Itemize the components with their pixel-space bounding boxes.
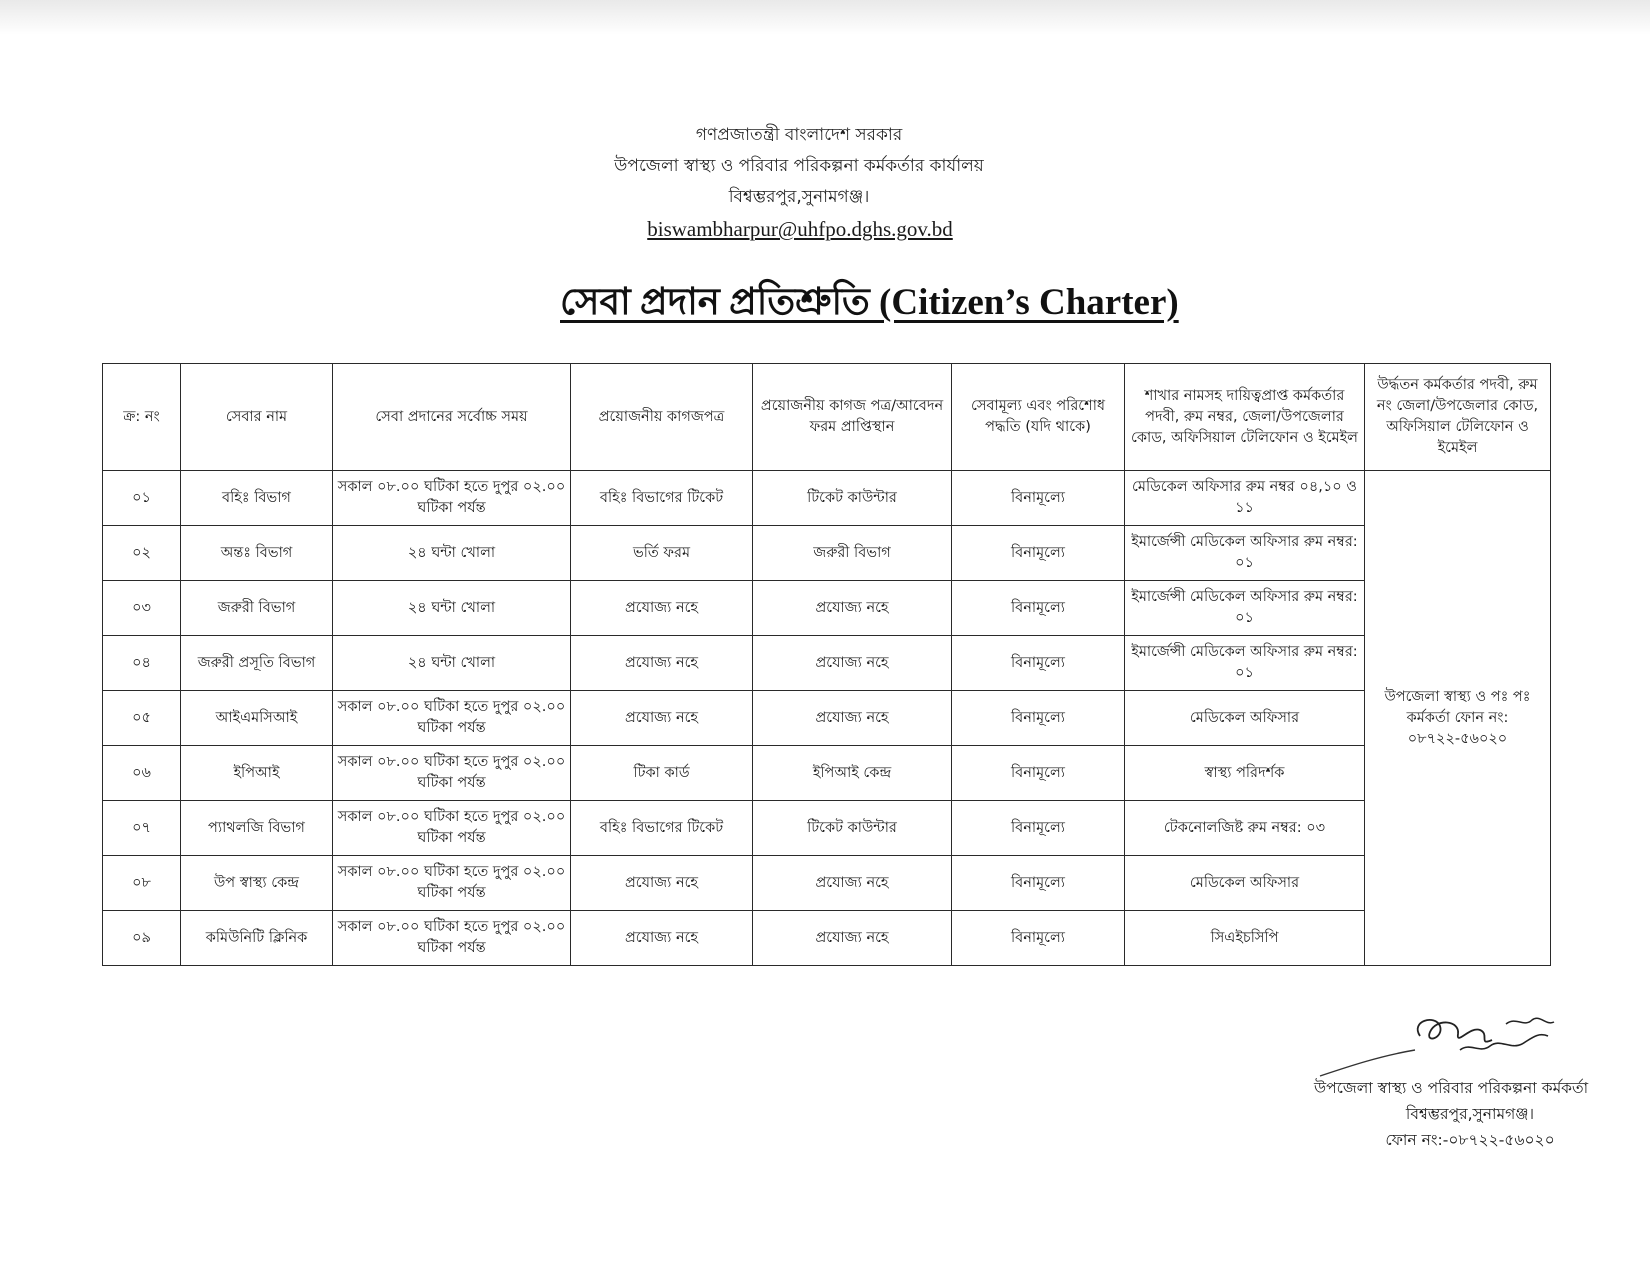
- header-max-time: সেবা প্রদানের সর্বোচ্চ সময়: [333, 364, 571, 471]
- cell-service-fee: বিনামূল্যে: [952, 581, 1125, 636]
- signatory-location: বিশ্বম্ভরপুর,সুনামগঞ্জ।: [1405, 1105, 1535, 1123]
- cell-service-fee: বিনামূল্যে: [952, 471, 1125, 526]
- cell-responsible-officer: স্বাস্থ্য পরিদর্শক: [1125, 746, 1365, 801]
- cell-document-source: প্রযোজ্য নহে: [753, 911, 952, 966]
- cell-document-source: প্রযোজ্য নহে: [753, 581, 952, 636]
- cell-document-source: টিকেট কাউন্টার: [753, 801, 952, 856]
- header-service-name: সেবার নাম: [181, 364, 333, 471]
- cell-max-time: সকাল ০৮.০০ ঘটিকা হতে দুপুর ০২.০০ ঘটিকা পর্যন্ত: [333, 691, 571, 746]
- cell-required-documents: প্রযোজ্য নহে: [571, 691, 753, 746]
- table-row: [103, 691, 1551, 746]
- cell-service-fee: বিনামূল্যে: [952, 801, 1125, 856]
- cell-responsible-officer: মেডিকেল অফিসার রুম নম্বর ০৪,১০ ও ১১: [1125, 471, 1365, 526]
- office-location: বিশ্বম্ভরপুর,সুনামগঞ্জ।: [728, 187, 870, 207]
- cell-responsible-officer: ইমার্জেন্সী মেডিকেল অফিসার রুম নম্বর: ০১: [1125, 526, 1365, 581]
- cell-required-documents: বহিঃ বিভাগের টিকেট: [571, 801, 753, 856]
- cell-required-documents: প্রযোজ্য নহে: [571, 581, 753, 636]
- table-header-row: [103, 364, 1551, 471]
- citizen-charter-table: [102, 363, 1551, 966]
- cell-service-name: আইএমসিআই: [181, 691, 333, 746]
- cell-max-time: সকাল ০৮.০০ ঘটিকা হতে দুপুর ০২.০০ ঘটিকা পর্যন্ত: [333, 746, 571, 801]
- cell-required-documents: প্রযোজ্য নহে: [571, 856, 753, 911]
- cell-document-source: প্রযোজ্য নহে: [753, 636, 952, 691]
- cell-max-time: ২৪ ঘন্টা খোলা: [333, 526, 571, 581]
- cell-max-time: সকাল ০৮.০০ ঘটিকা হতে দুপুর ০২.০০ ঘটিকা পর্যন্ত: [333, 471, 571, 526]
- cell-required-documents: প্রযোজ্য নহে: [571, 911, 753, 966]
- cell-document-source: ইপিআই কেন্দ্র: [753, 746, 952, 801]
- cell-service-fee: বিনামূল্যে: [952, 911, 1125, 966]
- cell-service-fee: বিনামূল্যে: [952, 526, 1125, 581]
- cell-max-time: সকাল ০৮.০০ ঘটিকা হতে দুপুর ০২.০০ ঘটিকা পর্যন্ত: [333, 856, 571, 911]
- scan-edge: [0, 0, 1650, 35]
- cell-serial: ০১: [103, 471, 181, 526]
- table-row: [103, 911, 1551, 966]
- header-superior-officer: উর্দ্ধতন কর্মকর্তার পদবী, রুম নং জেলা/উপজেলার কোড, অফিসিয়াল টেলিফোন ও ইমেইল: [1365, 364, 1551, 471]
- cell-service-name: উপ স্বাস্থ্য কেন্দ্র: [181, 856, 333, 911]
- table-row: [103, 746, 1551, 801]
- table-row: [103, 636, 1551, 691]
- cell-document-source: জরুরী বিভাগ: [753, 526, 952, 581]
- cell-serial: ০৯: [103, 911, 181, 966]
- signature-block: [1290, 1075, 1650, 1153]
- cell-responsible-officer: ইমার্জেন্সী মেডিকেল অফিসার রুম নম্বর: ০১: [1125, 636, 1365, 691]
- header-serial: ক্র: নং: [103, 364, 181, 471]
- letterhead: [0, 120, 1650, 242]
- cell-service-name: বহিঃ বিভাগ: [181, 471, 333, 526]
- cell-responsible-officer: মেডিকেল অফিসার: [1125, 856, 1365, 911]
- cell-responsible-officer: মেডিকেল অফিসার: [1125, 691, 1365, 746]
- cell-required-documents: বহিঃ বিভাগের টিকেট: [571, 471, 753, 526]
- signatory-title: উপজেলা স্বাস্থ্য ও পরিবার পরিকল্পনা কর্মকর্তা: [1314, 1079, 1589, 1097]
- header-service-fee: সেবামূল্য এবং পরিশোধ পদ্ধতি (যদি থাকে): [952, 364, 1125, 471]
- signatory-phone: ফোন নং:-০৮৭২২-৫৬০২০: [1385, 1131, 1555, 1149]
- cell-service-fee: বিনামূল্যে: [952, 856, 1125, 911]
- office-email: biswambharpur@uhfpo.dghs.gov.bd: [647, 217, 953, 241]
- cell-service-fee: বিনামূল্যে: [952, 746, 1125, 801]
- cell-serial: ০২: [103, 526, 181, 581]
- table-row: [103, 801, 1551, 856]
- cell-service-fee: বিনামূল্যে: [952, 636, 1125, 691]
- table-row: [103, 471, 1551, 526]
- cell-superior-officer: উপজেলা স্বাস্থ্য ও পঃ পঃ কর্মকর্তা ফোন নং: ০৮৭২২-৫৬০২০: [1365, 471, 1551, 966]
- cell-serial: ০৬: [103, 746, 181, 801]
- cell-required-documents: টিকা কার্ড: [571, 746, 753, 801]
- cell-service-name: জরুরী বিভাগ: [181, 581, 333, 636]
- cell-required-documents: ভর্তি ফরম: [571, 526, 753, 581]
- cell-service-name: জরুরী প্রসূতি বিভাগ: [181, 636, 333, 691]
- page-title: সেবা প্রদান প্রতিশ্রুতি (Citizen’s Charter): [560, 282, 1179, 323]
- cell-service-name: প্যাথলজি বিভাগ: [181, 801, 333, 856]
- cell-service-name: অন্তঃ বিভাগ: [181, 526, 333, 581]
- cell-responsible-officer: ইমার্জেন্সী মেডিকেল অফিসার রুম নম্বর: ০১: [1125, 581, 1365, 636]
- cell-max-time: ২৪ ঘন্টা খোলা: [333, 581, 571, 636]
- cell-required-documents: প্রযোজ্য নহে: [571, 636, 753, 691]
- cell-document-source: প্রযোজ্য নহে: [753, 691, 952, 746]
- table-row: [103, 856, 1551, 911]
- header-responsible-officer: শাখার নামসহ দায়িত্বপ্রাপ্ত কর্মকর্তার পদবী, রুম নম্বর, জেলা/উপজেলার কোড, অফিসিয়াল টেলিফোন ও ইমেইল: [1125, 364, 1365, 471]
- table-row: [103, 526, 1551, 581]
- handwritten-signature: [1310, 1006, 1570, 1086]
- cell-serial: ০৪: [103, 636, 181, 691]
- cell-serial: ০৮: [103, 856, 181, 911]
- cell-service-fee: বিনামূল্যে: [952, 691, 1125, 746]
- cell-serial: ০৭: [103, 801, 181, 856]
- cell-service-name: ইপিআই: [181, 746, 333, 801]
- cell-max-time: ২৪ ঘন্টা খোলা: [333, 636, 571, 691]
- cell-responsible-officer: সিএইচসিপি: [1125, 911, 1365, 966]
- cell-responsible-officer: টেকনোলজিষ্ট রুম নম্বর: ০৩: [1125, 801, 1365, 856]
- header-required-documents: প্রয়োজনীয় কাগজপত্র: [571, 364, 753, 471]
- government-name: গণপ্রজাতন্ত্রী বাংলাদেশ সরকার: [695, 125, 903, 145]
- cell-document-source: টিকেট কাউন্টার: [753, 471, 952, 526]
- cell-serial: ০৩: [103, 581, 181, 636]
- table-row: [103, 581, 1551, 636]
- cell-service-name: কমিউনিটি ক্লিনিক: [181, 911, 333, 966]
- cell-document-source: প্রযোজ্য নহে: [753, 856, 952, 911]
- office-name: উপজেলা স্বাস্থ্য ও পরিবার পরিকল্পনা কর্মকর্তার কার্যালয়: [614, 156, 984, 176]
- cell-max-time: সকাল ০৮.০০ ঘটিকা হতে দুপুর ০২.০০ ঘটিকা পর্যন্ত: [333, 801, 571, 856]
- header-document-source: প্রয়োজনীয় কাগজ পত্র/আবেদন ফরম প্রাপ্তিস্থান: [753, 364, 952, 471]
- cell-serial: ০৫: [103, 691, 181, 746]
- cell-max-time: সকাল ০৮.০০ ঘটিকা হতে দুপুর ০২.০০ ঘটিকা পর্যন্ত: [333, 911, 571, 966]
